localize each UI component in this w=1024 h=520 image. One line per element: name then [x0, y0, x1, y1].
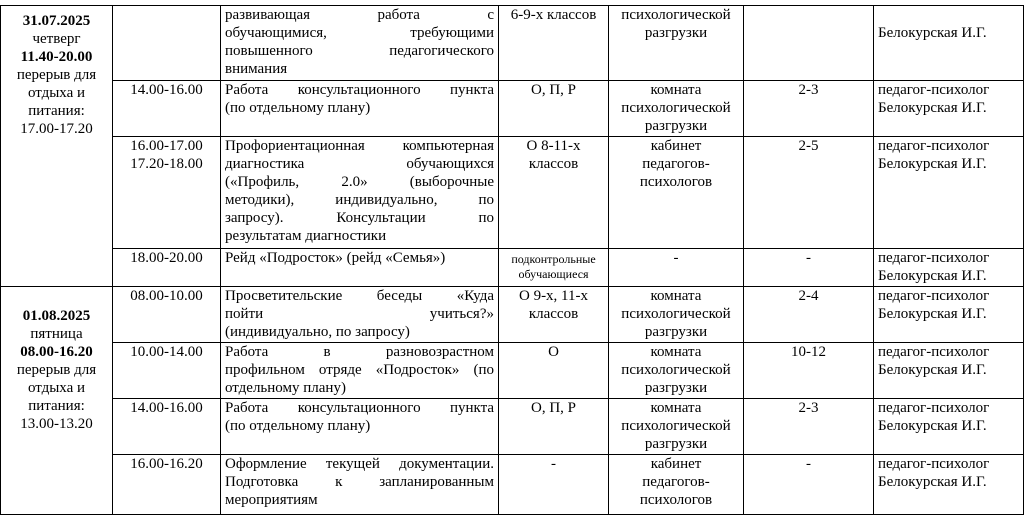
activity-line: пойти учиться?»	[225, 306, 494, 322]
audience-cell	[499, 343, 609, 399]
activity-line: методики), индивидуально, по	[225, 192, 494, 208]
place-cell	[609, 343, 744, 399]
place-line: психологической	[621, 7, 731, 23]
schedule-body	[1, 6, 1024, 515]
activity-line: развивающая работа с	[225, 7, 494, 23]
responsible-cell	[874, 137, 1024, 249]
day-date: 01.08.2025	[22, 308, 91, 324]
place-line: комната	[650, 344, 702, 360]
activity-line: мероприятиям	[225, 492, 318, 508]
activity-line: (по отдельному плану)	[225, 418, 371, 434]
activity-line: внимания	[225, 61, 288, 77]
responsible-line: Белокурская И.Г.	[878, 268, 987, 284]
activity-line: обучающимися, требующими	[225, 25, 494, 41]
count-cell	[744, 81, 874, 137]
audience-line: обучающиеся	[518, 267, 589, 281]
place-cell	[609, 6, 744, 81]
activity-cell	[221, 455, 499, 515]
responsible-line: педагог-психолог	[878, 344, 990, 360]
time-cell	[113, 6, 221, 81]
place-line: психологической	[621, 362, 731, 378]
place-cell	[609, 287, 744, 343]
day-break-line: 17.00-17.20	[20, 121, 93, 137]
audience-line: классов	[528, 306, 579, 322]
participant-count: 2-3	[798, 82, 819, 98]
activity-cell	[221, 249, 499, 287]
day-hours: 08.00-16.20	[20, 344, 93, 360]
table-row	[1, 81, 1024, 137]
responsible-cell	[874, 343, 1024, 399]
participant-count: -	[806, 456, 811, 472]
place-line: комната	[650, 400, 702, 416]
place-line: разгрузки	[644, 380, 708, 396]
count-cell	[744, 455, 874, 515]
day-break-line: питания:	[28, 103, 85, 119]
participant-count: 2-5	[798, 138, 819, 154]
activity-line: Работа консультационного пункта	[225, 82, 494, 98]
activity-line: Работа в разновозрастном	[225, 344, 494, 360]
participant-count: 10-12	[791, 344, 826, 360]
time-slot: 17.20-18.00	[130, 156, 203, 172]
responsible-line: педагог-психолог	[878, 400, 990, 416]
audience-line: О, П, Р	[530, 400, 576, 416]
count-cell	[744, 343, 874, 399]
audience-cell	[499, 137, 609, 249]
responsible-line: Белокурская И.Г.	[878, 156, 987, 172]
responsible-cell	[874, 249, 1024, 287]
activity-line: Профориентационная компьютерная	[225, 138, 494, 154]
activity-line: (индивидуально, по запросу)	[225, 324, 410, 340]
responsible-cell	[874, 399, 1024, 455]
participant-count: -	[806, 250, 811, 266]
activity-cell	[221, 343, 499, 399]
responsible-line: Белокурская И.Г.	[878, 474, 987, 490]
activity-line: (по отдельному плану)	[225, 100, 371, 116]
responsible-line: педагог-психолог	[878, 288, 990, 304]
place-line: психологической	[621, 418, 731, 434]
time-cell	[113, 81, 221, 137]
audience-cell	[499, 455, 609, 515]
activity-cell	[221, 137, 499, 249]
time-cell	[113, 137, 221, 249]
place-line: психологов	[639, 174, 713, 190]
count-cell	[744, 6, 874, 81]
place-line: психологов	[639, 492, 713, 508]
participant-count	[807, 7, 811, 23]
day-break-line: перерыв для	[16, 362, 97, 378]
participant-count: 2-3	[798, 400, 819, 416]
day-break-line: 13.00-13.20	[20, 416, 93, 432]
activity-line: («Профиль, 2.0» (выборочные	[225, 174, 494, 190]
place-line: кабинет	[650, 138, 702, 154]
activity-line: диагностика обучающихся	[225, 156, 494, 172]
place-line: педагогов-	[642, 474, 710, 490]
participant-count: 2-4	[798, 288, 819, 304]
table-row	[1, 6, 1024, 81]
place-cell	[609, 249, 744, 287]
audience-line: О 9-х, 11-х	[518, 288, 589, 304]
audience-line: -	[551, 456, 556, 472]
activity-cell	[221, 399, 499, 455]
audience-cell	[499, 81, 609, 137]
day-cell	[1, 287, 113, 515]
activity-cell	[221, 6, 499, 81]
table-row	[1, 455, 1024, 515]
responsible-line: педагог-психолог	[878, 82, 990, 98]
day-weekday: пятница	[30, 326, 83, 342]
time-slot: 16.00-16.20	[130, 456, 203, 472]
responsible-cell	[874, 455, 1024, 515]
place-line: педагогов-	[642, 156, 710, 172]
responsible-cell	[874, 6, 1024, 81]
count-cell	[744, 137, 874, 249]
audience-line: 6-9-х классов	[510, 7, 597, 23]
activity-line: Оформление текущей документации.	[225, 456, 494, 472]
place-line: разгрузки	[644, 25, 708, 41]
day-break-line: перерыв для	[16, 67, 97, 83]
place-cell	[609, 137, 744, 249]
place-line: комната	[650, 82, 702, 98]
place-line: кабинет	[650, 456, 702, 472]
audience-line: классов	[528, 156, 579, 172]
day-break-line: отдыха и	[27, 85, 86, 101]
table-row	[1, 287, 1024, 343]
audience-line: подконтрольные	[511, 252, 596, 266]
day-date: 31.07.2025	[22, 13, 91, 29]
responsible-cell	[874, 81, 1024, 137]
activity-cell	[221, 287, 499, 343]
responsible-line: Белокурская И.Г.	[878, 306, 987, 322]
count-cell	[744, 287, 874, 343]
responsible-line: Белокурская И.Г.	[878, 362, 987, 378]
time-slot: 18.00-20.00	[130, 250, 203, 266]
activity-line: Просветительские беседы «Куда	[225, 288, 494, 304]
time-slot: 16.00-17.00	[130, 138, 203, 154]
time-cell	[113, 249, 221, 287]
audience-cell	[499, 399, 609, 455]
day-break-line: питания:	[28, 398, 85, 414]
day-break-line: отдыха и	[27, 380, 86, 396]
table-row	[1, 137, 1024, 249]
time-slot: 08.00-10.00	[130, 288, 203, 304]
time-slot: 14.00-16.00	[130, 400, 203, 416]
count-cell	[744, 399, 874, 455]
activity-line: Рейд «Подросток» (рейд «Семья»)	[225, 250, 446, 266]
activity-line: отдельному плану)	[225, 380, 346, 396]
responsible-line: Белокурская И.Г.	[878, 25, 987, 41]
activity-line: профильном отряде «Подросток» (по	[225, 362, 494, 378]
responsible-line: педагог-психолог	[878, 456, 990, 472]
place-line: психологической	[621, 100, 731, 116]
responsible-line: Белокурская И.Г.	[878, 100, 987, 116]
place-line: комната	[650, 288, 702, 304]
day-hours: 11.40-20.00	[20, 49, 93, 65]
place-cell	[609, 399, 744, 455]
place-line: разгрузки	[644, 118, 708, 134]
activity-line: Работа консультационного пункта	[225, 400, 494, 416]
audience-cell	[499, 249, 609, 287]
audience-line: О, П, Р	[530, 82, 576, 98]
audience-cell	[499, 6, 609, 81]
responsible-cell	[874, 287, 1024, 343]
table-row	[1, 399, 1024, 455]
place-line: психологической	[621, 306, 731, 322]
place-line: -	[673, 250, 679, 266]
activity-cell	[221, 81, 499, 137]
time-cell	[113, 287, 221, 343]
place-line: разгрузки	[644, 324, 708, 340]
time-cell	[113, 455, 221, 515]
table-row	[1, 249, 1024, 287]
audience-cell	[499, 287, 609, 343]
day-cell	[1, 6, 113, 287]
time-slot: 14.00-16.00	[130, 82, 203, 98]
schedule-table	[0, 5, 1024, 515]
time-cell	[113, 343, 221, 399]
day-weekday: четверг	[32, 31, 81, 47]
activity-line: повышенного педагогического	[225, 43, 494, 59]
table-row	[1, 343, 1024, 399]
activity-line: Подготовка к запланированным	[225, 474, 494, 490]
responsible-line	[878, 6, 1019, 24]
count-cell	[744, 249, 874, 287]
activity-line: запросу). Консультации по	[225, 210, 494, 226]
place-line: разгрузки	[644, 436, 708, 452]
responsible-line: Белокурская И.Г.	[878, 418, 987, 434]
place-cell	[609, 81, 744, 137]
audience-line: О	[548, 344, 559, 360]
place-cell	[609, 455, 744, 515]
audience-line: О 8-11-х	[526, 138, 581, 154]
time-slot: 10.00-14.00	[130, 344, 203, 360]
responsible-line: педагог-психолог	[878, 138, 990, 154]
responsible-line: педагог-психолог	[878, 250, 990, 266]
activity-line: результатам диагностики	[225, 228, 387, 244]
time-cell	[113, 399, 221, 455]
